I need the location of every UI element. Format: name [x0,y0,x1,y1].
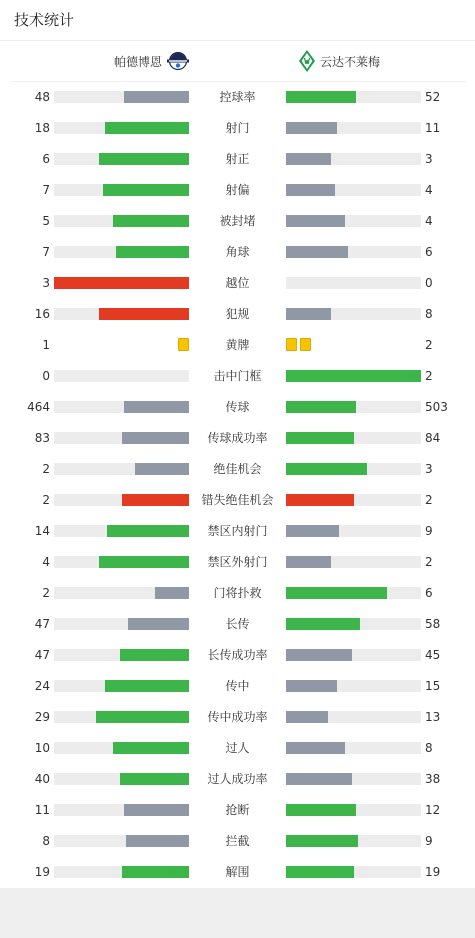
home-stat-bar [122,432,190,444]
stat-label: 犯规 [225,307,250,321]
away-stat-value: 45 [425,648,441,662]
away-stat-value: 12 [425,803,441,817]
stat-label: 禁区外射门 [207,555,268,569]
away-stat-value: 52 [425,90,441,104]
away-stat-bar [286,370,421,382]
stat-row [0,733,475,764]
home-stat-bar-track [54,866,189,878]
home-stat-bar [155,587,189,599]
away-stat-bar [286,587,387,599]
stat-row [0,609,475,640]
stat-label: 被封堵 [219,214,256,228]
stat-label: 抢断 [225,803,250,817]
away-stat-bar [286,215,345,227]
away-stat-bar [286,711,328,723]
home-stat-bar-track [54,122,189,134]
home-stat-bar-track [54,432,189,444]
away-stat-bar [286,91,356,103]
stat-label: 传中成功率 [207,710,268,724]
stat-row [0,206,475,237]
away-stat-value: 2 [425,493,433,507]
away-stat-bar [286,184,335,196]
home-stat-bar [124,401,189,413]
away-stat-value: 9 [425,834,433,848]
away-stat-bar [286,246,348,258]
stat-label: 射偏 [225,183,250,197]
away-yellow-cards [286,338,311,351]
away-stat-value: 9 [425,524,433,538]
page-background [0,888,475,938]
home-stat-bar [105,122,189,134]
away-stat-bar-track [286,835,421,847]
section-title: 技术统计 [14,11,75,29]
stat-row [0,144,475,175]
away-stat-bar-track [286,432,421,444]
home-stat-bar-track [54,804,189,816]
home-stat-bar [107,525,189,537]
home-stat-bar-track [54,835,189,847]
away-stat-bar-track [286,804,421,816]
away-stat-bar-track [286,215,421,227]
away-stat-bar [286,866,354,878]
yellow-card-icon [286,338,297,351]
stat-row [0,237,475,268]
stat-row [0,857,475,888]
home-stat-value: 2 [42,586,50,600]
home-stat-bar-track [54,401,189,413]
home-stat-value: 464 [27,400,50,414]
away-stat-bar-track [286,866,421,878]
away-stat-value: 0 [425,276,433,290]
stat-label: 控球率 [219,90,256,104]
away-stat-value: 6 [425,586,433,600]
away-stat-bar [286,463,367,475]
home-stat-value: 3 [42,276,50,290]
away-stat-bar [286,618,360,630]
home-stat-value: 4 [42,555,50,569]
away-stat-bar [286,835,358,847]
home-stat-bar [99,556,189,568]
home-stat-bar-track [54,246,189,258]
home-stat-bar [128,618,189,630]
away-stat-bar-track [286,711,421,723]
home-stat-value: 0 [42,369,50,383]
away-stat-value: 15 [425,679,441,693]
home-stat-bar [120,649,189,661]
away-stat-value: 84 [425,431,441,445]
stat-label: 错失绝佳机会 [201,493,274,507]
yellow-card-icon [300,338,311,351]
stat-label: 过人成功率 [207,772,268,786]
home-stat-value: 14 [34,524,50,538]
home-stat-value: 24 [34,679,50,693]
stat-row [0,547,475,578]
stat-row [0,516,475,547]
stat-label: 禁区内射门 [207,524,268,538]
home-stat-value: 40 [34,772,50,786]
away-stat-bar [286,649,352,661]
stat-row [0,330,475,361]
away-stat-bar-track [286,308,421,320]
home-stat-value: 2 [42,493,50,507]
away-team-header[interactable] [294,48,380,74]
home-stat-bar [120,773,189,785]
stat-label: 越位 [225,276,250,290]
away-stat-value: 8 [425,741,433,755]
home-stat-bar-track [54,370,189,382]
home-stat-bar [105,680,189,692]
away-stat-value: 38 [425,772,441,786]
home-stat-bar-track [54,308,189,320]
stat-label: 传球成功率 [207,431,268,445]
stat-label: 长传 [225,617,250,631]
away-stat-bar [286,122,337,134]
home-stat-value: 7 [42,245,50,259]
away-stat-bar-track [286,587,421,599]
home-stat-value: 18 [34,121,50,135]
away-stat-bar-track [286,246,421,258]
home-stat-bar [124,91,189,103]
stat-row [0,702,475,733]
away-stat-bar-track [286,680,421,692]
stat-row [0,485,475,516]
away-stat-bar [286,153,331,165]
home-stat-bar-track [54,587,189,599]
away-stat-bar [286,432,354,444]
home-stat-bar-track [54,91,189,103]
away-stat-value: 2 [425,555,433,569]
home-stat-bar [113,742,189,754]
away-stat-bar-track [286,122,421,134]
away-team-name: 云达不莱梅 [320,54,381,69]
stat-row [0,795,475,826]
home-stat-bar [103,184,189,196]
home-stat-bar [99,308,189,320]
away-stat-value: 2 [425,338,433,352]
divider [0,40,475,41]
home-stat-value: 83 [34,431,50,445]
home-stat-value: 8 [42,834,50,848]
away-stat-bar [286,494,354,506]
home-stat-value: 47 [34,617,50,631]
away-stat-bar-track [286,401,421,413]
home-stat-bar [124,804,189,816]
stat-row [0,423,475,454]
home-stat-bar [122,866,190,878]
away-stat-bar [286,525,339,537]
away-stat-bar-track [286,153,421,165]
stat-row [0,826,475,857]
away-stat-bar [286,742,345,754]
away-stat-value: 3 [425,462,433,476]
home-stat-bar-track [54,649,189,661]
away-stat-value: 58 [425,617,441,631]
home-stat-bar-track [54,153,189,165]
stat-row [0,82,475,113]
stat-row [0,299,475,330]
home-team-header[interactable] [114,48,194,74]
stat-label: 绝佳机会 [213,462,262,476]
away-stat-bar [286,773,352,785]
home-stat-value: 1 [42,338,50,352]
away-stat-bar [286,556,331,568]
away-stat-value: 13 [425,710,441,724]
home-stat-bar [126,835,189,847]
stat-label: 传球 [225,400,250,414]
home-stat-value: 5 [42,214,50,228]
away-stat-value: 8 [425,307,433,321]
away-stat-bar-track [286,556,421,568]
away-stat-bar-track [286,91,421,103]
home-stat-bar-track [54,494,189,506]
stat-row [0,454,475,485]
stat-row [0,268,475,299]
home-stat-value: 10 [34,741,50,755]
away-stat-value: 4 [425,183,433,197]
away-stat-bar-track [286,525,421,537]
home-stat-bar-track [54,463,189,475]
home-stat-bar-track [54,618,189,630]
away-stat-bar-track [286,463,421,475]
stat-row [0,640,475,671]
stat-label: 长传成功率 [207,648,268,662]
away-stat-bar-track [286,184,421,196]
stat-row [0,361,475,392]
home-stat-value: 6 [42,152,50,166]
away-stat-bar [286,308,331,320]
home-stat-bar-track [54,773,189,785]
stats-list [0,82,475,888]
paderborn-crest-icon [166,52,190,70]
away-stat-bar-track [286,618,421,630]
away-stat-bar [286,804,356,816]
home-stat-value: 16 [34,307,50,321]
away-stat-bar [286,680,337,692]
home-stat-value: 2 [42,462,50,476]
away-stat-bar-track [286,742,421,754]
home-yellow-cards [178,338,189,351]
stat-label: 门将扑救 [213,586,262,600]
home-stat-bar [113,215,189,227]
yellow-card-icon [178,338,189,351]
home-stat-value: 47 [34,648,50,662]
home-stat-bar-track [54,215,189,227]
away-stat-value: 4 [425,214,433,228]
home-stat-value: 7 [42,183,50,197]
away-stat-bar-track [286,649,421,661]
stat-label: 击中门框 [213,369,262,383]
home-stat-bar-track [54,277,189,289]
stat-label: 黄牌 [225,338,250,352]
stat-label: 解围 [225,865,250,879]
stat-label: 拦截 [225,834,250,848]
home-team-name: 帕德博恩 [114,54,163,69]
home-stat-value: 29 [34,710,50,724]
stat-row [0,764,475,795]
stat-row [0,175,475,206]
away-stat-bar [286,401,356,413]
home-stat-value: 11 [34,803,50,817]
home-stat-bar [116,246,189,258]
home-stat-value: 19 [34,865,50,879]
home-stat-bar-track [54,525,189,537]
home-stat-bar [122,494,190,506]
stat-row [0,392,475,423]
home-stat-bar [99,153,189,165]
away-stat-value: 3 [425,152,433,166]
home-stat-bar [96,711,189,723]
stat-label: 过人 [225,741,250,755]
stat-row [0,578,475,609]
stat-label: 传中 [225,679,250,693]
away-stat-value: 11 [425,121,441,135]
away-stat-value: 2 [425,369,433,383]
home-stat-value: 48 [34,90,50,104]
home-stat-bar-track [54,711,189,723]
stat-row [0,671,475,702]
away-stat-bar-track [286,773,421,785]
stat-label: 角球 [225,245,250,259]
werder-diamond-icon [298,49,316,73]
home-stat-bar [135,463,189,475]
away-stat-value: 503 [425,400,448,414]
away-stat-bar-track [286,277,421,289]
home-stat-bar-track [54,742,189,754]
home-stat-bar [54,277,189,289]
stat-row [0,113,475,144]
away-stat-bar-track [286,494,421,506]
stat-label: 射正 [225,152,250,166]
away-stat-value: 19 [425,865,441,879]
stat-label: 射门 [225,121,250,135]
home-stat-bar-track [54,556,189,568]
home-stat-bar-track [54,184,189,196]
away-stat-bar-track [286,370,421,382]
home-stat-bar-track [54,680,189,692]
away-stat-value: 6 [425,245,433,259]
